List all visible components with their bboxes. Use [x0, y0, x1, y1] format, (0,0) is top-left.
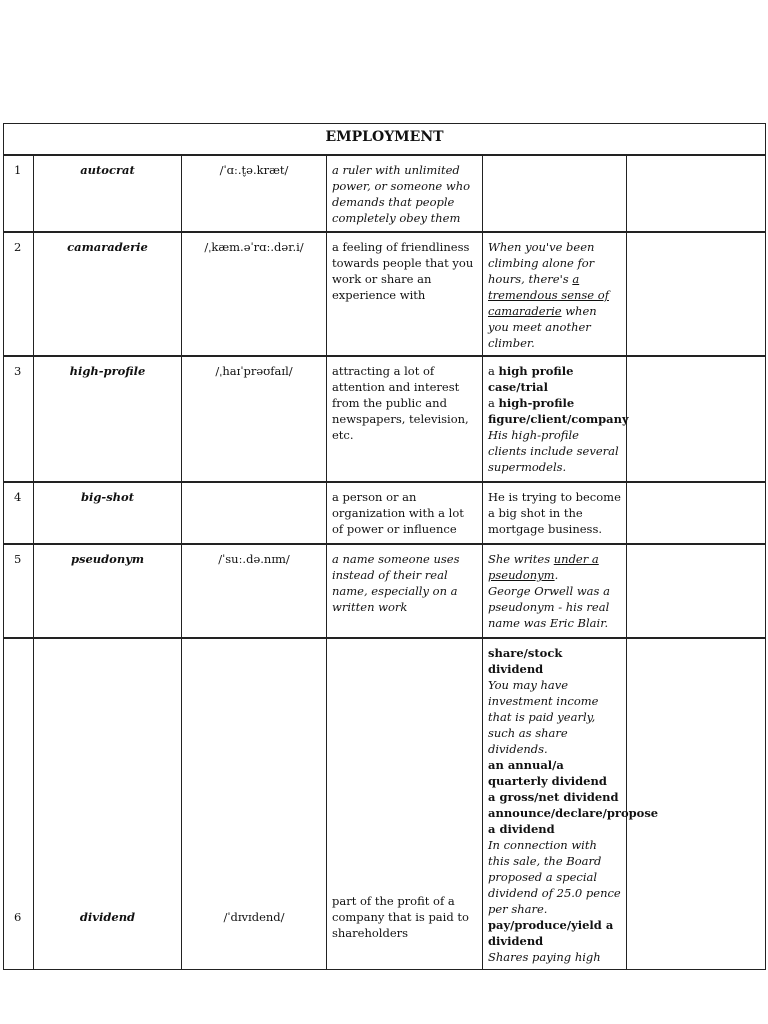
- collocation: pay/produce/yield a dividend: [488, 918, 614, 948]
- table-row: [4, 356, 766, 482]
- vocab-word: high-profile: [34, 356, 182, 482]
- example: [483, 155, 627, 232]
- example-sentence: In connection with this sale, the Board proposed a special dividend of 25.0 pence per share.: [488, 838, 621, 916]
- pronunciation: /ˈɑː.t̬ə.kræt/: [182, 155, 327, 232]
- example-text: She writes: [488, 552, 554, 566]
- pronunciation: /ˈsuː.də.nɪm/: [182, 544, 327, 638]
- row-number: 3: [4, 356, 34, 482]
- example-text: a: [488, 364, 499, 378]
- example-text: When you've been climbing alone for hours, there's: [488, 240, 595, 286]
- table-title: EMPLOYMENT: [4, 124, 766, 156]
- row-number: 1: [4, 155, 34, 232]
- collocation: announce/declare/propose a dividend: [488, 806, 659, 836]
- collocation: an annual/a quarterly dividend: [488, 758, 607, 788]
- table-row: [4, 232, 766, 356]
- example: [483, 638, 659, 970]
- example: [483, 544, 627, 638]
- example-sentence: Shares paying high: [488, 950, 601, 964]
- definition: a feeling of friendliness towards people that you work or share an experience with: [327, 232, 483, 356]
- collocation: share/stock dividend: [488, 646, 563, 676]
- pronunciation: /ˈdɪvɪdend/: [182, 638, 327, 970]
- notes-cell: [627, 482, 766, 544]
- notes-cell: [627, 356, 766, 482]
- example-sentence: You may have investment income that is paid yearly, such as share dividends.: [488, 678, 599, 756]
- notes-cell: [627, 638, 766, 970]
- example: [483, 356, 627, 482]
- notes-cell: [627, 232, 766, 356]
- table-row: [4, 638, 766, 970]
- vocabulary-table: [3, 123, 766, 970]
- example-text: when you meet another climber.: [488, 304, 597, 350]
- vocab-word: dividend: [34, 638, 182, 970]
- definition: a ruler with unlimited power, or someone who demands that people completely obey them: [327, 155, 483, 232]
- definition: a name someone uses instead of their real name, especially on a written work: [327, 544, 483, 638]
- example: He is trying to become a big shot in the mortgage business.: [483, 482, 627, 544]
- collocation: high profile case/trial: [488, 364, 574, 394]
- collocation: a gross/net dividend: [488, 790, 619, 804]
- definition: attracting a lot of attention and interest from the public and newspapers, television, etc.: [327, 356, 483, 482]
- example-sentence: His high-profile clients include several supermodels.: [488, 428, 619, 474]
- example: [483, 232, 627, 356]
- pronunciation: [182, 482, 327, 544]
- row-number: 5: [4, 544, 34, 638]
- example-sentence: George Orwell was a pseudonym - his real name was Eric Blair.: [488, 584, 610, 630]
- vocab-word: pseudonym: [34, 544, 182, 638]
- table-row: [4, 482, 766, 544]
- definition: a person or an organization with a lot of power or influence: [327, 482, 483, 544]
- example-text: a: [488, 396, 499, 410]
- example-collocation: under a pseudonym: [488, 552, 599, 582]
- vocab-word: camaraderie: [34, 232, 182, 356]
- notes-cell: [627, 544, 766, 638]
- table-row: [4, 155, 766, 232]
- row-number: 2: [4, 232, 34, 356]
- pronunciation: /ˌkæm.əˈrɑː.dər.i/: [182, 232, 327, 356]
- notes-cell: [627, 155, 766, 232]
- example-text: .: [554, 568, 559, 582]
- row-number: 4: [4, 482, 34, 544]
- pronunciation: /ˌhaɪˈprəʊfaɪl/: [182, 356, 327, 482]
- vocab-word: autocrat: [34, 155, 182, 232]
- row-number: 6: [4, 638, 34, 970]
- vocab-word: big-shot: [34, 482, 182, 544]
- example-collocation: a tremendous sense of camaraderie: [488, 272, 609, 318]
- definition: part of the profit of a company that is paid to shareholders: [327, 638, 483, 970]
- collocation: high-profile figure/client/company: [488, 396, 629, 426]
- table-row: [4, 544, 766, 638]
